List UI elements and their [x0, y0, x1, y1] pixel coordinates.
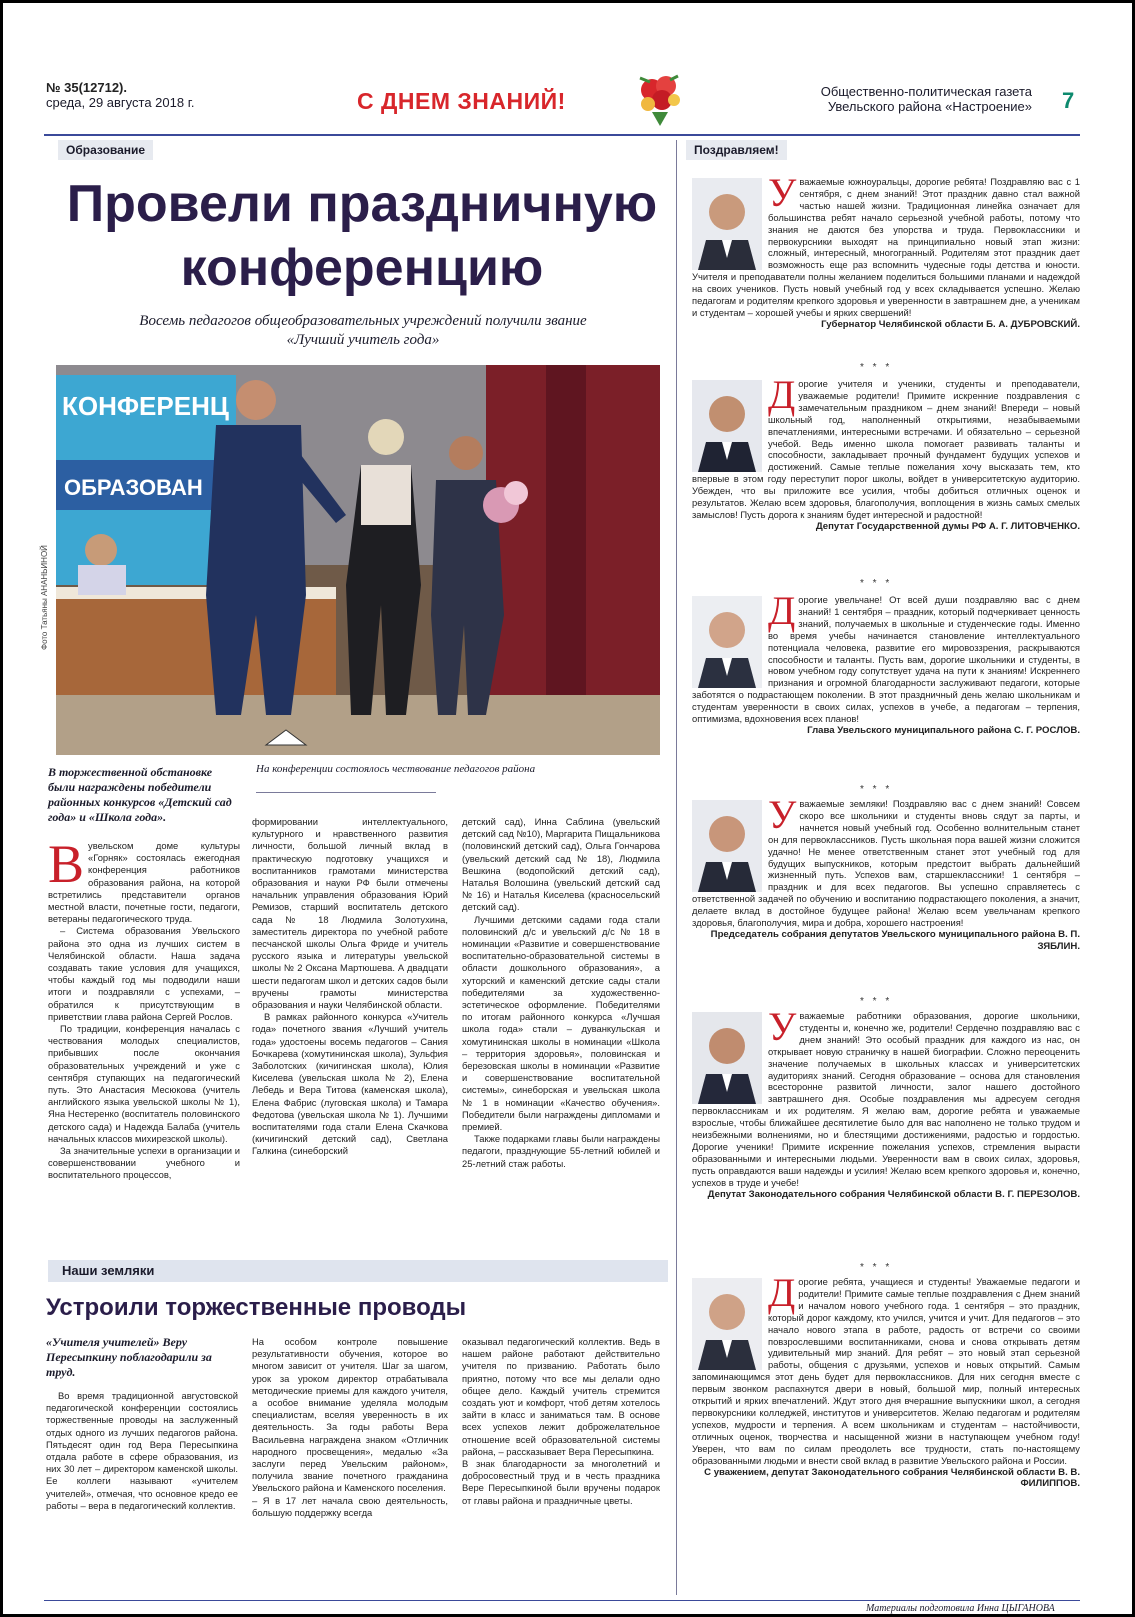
header-rule: [44, 134, 1080, 136]
greeting-6: [692, 1270, 1080, 1594]
photo-credit: Фото Татьяны АНАНЬИНОЙ: [40, 545, 49, 650]
greeting-text: важаемые земляки! Поздравляю вас с днем знаний! Совсем скоро все школьники и студенты вновь сядут за парты, и начнется новый учебный год. Особенно волнительным станет он для первоклассников. Пусть школьная пора вашей жизни сложится удачно! Не менее ответственным станет этот учебный год для будущих выпускников, которым предстоит выбрать дальнейший жизненный путь. Успехов вам, старшеклассники! 1 сентября – праздник и для всех педагогов. Вы успешно справляетесь с ответственной задачей по обучению и воспитанию подрастающего поколения, а значит, делаете вклад в достойное будущее района! Желаю всем увельчанам крепкого здоровья, благополучия, мира и добра, хорошего настроения!: [692, 798, 1080, 929]
greeting-4: [692, 792, 1080, 994]
article-column-3: [462, 816, 660, 1238]
page-number: 7: [1062, 88, 1075, 113]
separator-stars: * * *: [860, 362, 893, 373]
subhead-line-2: «Лучший учитель года»: [286, 332, 440, 348]
holiday-banner: С ДНЕМ ЗНАНИЙ!: [357, 88, 566, 114]
greeting-dropcap: Д: [768, 1270, 796, 1315]
issue-date: среда, 29 августа 2018 г.: [46, 95, 195, 110]
photo-banner-text-1: КОНФЕРЕНЦ: [62, 391, 229, 421]
article2-column-1: [46, 1390, 238, 1595]
greeting-signature: Депутат Законодательного собрания Челябинской области В. Г. ПЕРЕЗОЛОВ.: [707, 1188, 1080, 1200]
article2-headline: Устроили торжественные проводы: [46, 1294, 467, 1321]
paragraph: По традиции, конференция началась с чествования молодых специалистов, прибывших после окончания образовательных учреждений и уже с сентября ступающих на педагогический путь. Это Анастасия Месюкова (учитель английского языка увельской школы № 1), Яна Нестеренко (воспитатель половинского детского сада) и Надежда Балаба (учитель начальных классов михирезской школы).: [48, 1023, 240, 1144]
greeting-3: [692, 588, 1080, 784]
photo-banner-text-2: ОБРАЗОВАН: [64, 475, 203, 500]
greeting-dropcap: У: [768, 1004, 797, 1049]
newspaper-name: [792, 84, 1032, 114]
greeting-signature: С уважением, депутат Законодательного собрания Челябинской области В. В. ФИЛИППОВ.: [704, 1466, 1080, 1490]
conference-photo: [56, 365, 660, 755]
flower-bouquet-icon: [632, 68, 688, 128]
headline-line-1: Провели праздничную: [66, 175, 658, 233]
greeting-text: важаемые южноуральцы, дорогие ребята! Поздравляю вас с 1 сентября, с днем знаний! Этот праздник давно стал важной частью нашей жизни. Традиционная линейка означает для большинства ребят начало серьезной учебной работы, потому что знания не даются без упорства и труда. Первоклассники и первокурсники выходят на принципиально новый этап жизни: сложный, интересный, многогранный. Родителям этот праздник дает возможность еще раз вспомнить чудесные годы детства и юности. Учителя и преподаватели полны желанием поделиться большими планами и надеждой на своих учеников. Пусть новый учебный год у всех складывается успешно. Желаю педагогам и родителям крепкого здоровья и уверенности в завтрашнем дне, а ученикам и студентам – хорошей учебы и ярких свершений!: [692, 176, 1080, 318]
separator-stars: * * *: [860, 578, 893, 589]
issue-number: № 35(12712).: [46, 80, 127, 95]
greeting-signature: Губернатор Челябинской области Б. А. ДУБРОВСКИЙ.: [821, 318, 1080, 330]
newspaper-line-1: Общественно-политическая газета: [820, 84, 1032, 99]
subhead-line-1: Восемь педагогов общеобразовательных учреждений получили звание: [139, 313, 587, 329]
footer-credit: Материалы подготовила Инна ЦЫГАНОВА: [866, 1603, 1055, 1614]
greeting-dropcap: Д: [768, 372, 796, 417]
separator-stars: * * *: [860, 784, 893, 795]
paragraph: формировании интеллектуального, культурного и нравственного развития личности, большой личный вклад в практическую подготовку учащихся и воспитанников грамотами министерства образования и науки РФ были отмечены начальник управления образования Юрий Ремизов, старший воспитатель детского сада № 18 Людмила Золотухина, заместитель директора по учебной работе песчанской школы Ольга Фриде и учитель русского языка и литературы увельской школы № 2 Оксана Мартюшева. А двадцати шести педагогам школ и детских садов были вручены грамоты министерства образования и науки Челябинской области.: [252, 816, 448, 1011]
separator-stars: * * *: [860, 996, 893, 1007]
paragraph: увельском доме культуры «Горняк» состоялась ежегодная конференция работников образования района, на которой встретились представители органов местной власти, почетные гости, педагоги, ветераны педагогического труда.: [48, 840, 240, 925]
article2-column-3: [462, 1336, 660, 1595]
issue-info: [46, 80, 194, 110]
paragraph: детский сад), Инна Саблина (увельский детский сад №10), Маргарита Пищальникова (половинский детский сад), Ольга Гончарова (увельский детский сад № 18), Людмила Вешкина (водопойский детский сад), Наталья Волошина (увельский детский сад № 16) и Наталья Киселева (красносельский детский сад).: [462, 816, 660, 913]
paragraph: Во время традиционной августовской педагогической конференции состоялись торжественные проводы на заслуженный отдых одного из лучших педагогов района. Пятьдесят один год Вера Пересыпкина отдала работе в сфере образования, из них 30 лет – директором каменской школы. Ее коллеги называют «учителем учителей», отмечая, что основное кредо ее работы – вера в педагогический коллектив.: [46, 1390, 238, 1511]
article-subhead: [68, 312, 658, 350]
dropcap: В: [48, 840, 85, 894]
caption-underline: [256, 792, 436, 793]
section-tag-congrats: Поздравляем!: [686, 140, 787, 160]
caption-lead: В торжественной обстановке были награждены победители районных конкурсов «Детский сад года» и «Школа года».: [48, 765, 232, 824]
paragraph: На особом контроле повышение результативности обучения, которое во многом зависит от учителя. Шаг за шагом, урок за уроком директор отрабатывала методические приемы для каждого учителя, а особое внимание уделяла молодым специалистам, вселяя уверенность в их деятельность. За годы работы Вера Васильевна награждена знаком «Отличник народного просвещения», медалью «За заслуги перед Увельским районом», получила звание почетного гражданина Увельского района и Каменского поселения. – Я в 17 лет начала свою деятельность, большую поддержку всегда: [252, 1336, 448, 1518]
greeting-dropcap: У: [768, 792, 797, 837]
article-headline: [52, 172, 672, 300]
photo-caption: На конференции состоялось чествование педагогов района: [256, 763, 536, 775]
newspaper-line-2: Увельского района «Настроение»: [827, 99, 1032, 114]
article-column-2: [252, 816, 448, 1238]
greeting-text: орогие ребята, учащиеся и студенты! Уважаемые педагоги и родители! Примите самые теплые поздравления с Днем знаний и началом нового учебного года. 1 сентября – это праздник, который дорог каждому, кто учился, учится и учит. Для педагогов – это начало нового этапа в работе, радость от встречи со своими повзрослевшими воспитанниками, снова и снова открывать детям удивительный мир знаний. Для ребят – это новый этап серьезной работы, общения с друзьями, успехов и новых открытий. Самым запоминающимся этот день будет для первоклассников. Для них сегодня вместе с первым звонком распахнутся двери в новый, большой мир, полный интересных открытий и ярких впечатлений. Ждут этого дня вчерашние выпускники школ, а сегодня первокурсники колледжей, институтов и университетов. Желаю педагогам и родителям успехов, мудрости и терпения. А всем школьникам и студентам – настойчивости, отличных оценок, творчества и насыщенной жизни в наступающем учебном году! Уверен, что вам по силам преодолеть все трудности, стать по-настоящему образованными людьми и внести свой вклад в развитие Увельского района и России.: [692, 1276, 1080, 1466]
greeting-signature: Глава Увельского муниципального района С. Г. РОСЛОВ.: [807, 724, 1080, 736]
article2-lead: «Учителя учителей» Веру Пересыпкину поблагодарили за труд.: [46, 1335, 212, 1379]
greeting-text: орогие учителя и ученики, студенты и преподаватели, уважаемые родители! Примите искренние поздравления с замечательным праздником – днем знаний! Впереди – новый школьный год, наполненный открытиями, незабываемыми впечатлениями, интересными встречами. И обязательно – серьезной учебой. Ведь именно школа помогает развивать таланты и способности, закладывает прочный фундамент будущих успехов и достижений. Самые теплые пожелания хочу высказать тем, кто впервые в этом году переступит порог школы, войдет в университетскую аудиторию. Убежден, что вы приложите все усилия, чтобы добиться отличных оценок и результатов. Желаю всем здоровья, благополучия, воплощения в жизнь самых смелых замыслов! Пусть дорога к знаниям будет интересной и радостной!: [692, 378, 1080, 520]
paragraph: За значительные успехи в организации и совершенствовании учебного и воспитательного процессов,: [48, 1145, 240, 1181]
greeting-signature: Председатель собрания депутатов Увельского муниципального района В. П. ЗЯБЛИН.: [710, 928, 1080, 952]
footer-rule: [44, 1600, 1080, 1601]
greeting-signature: Депутат Государственной думы РФ А. Г. ЛИТОВЧЕНКО.: [815, 520, 1080, 532]
section-tag-education: Образование: [58, 140, 153, 160]
paragraph: В рамках районного конкурса «Учитель года» почетного звания «Лучший учитель года» удостоены восемь педагогов – Сания Бочкарева (хомутининская школа), Зульфия Заболотских (кичигинская школа), Юлия Киселева (увельская школа № 2), Елена Лебедь и Вера Титова (каменская школа), Елена Фабрис (луговская школа) и Тамара Федотова (увельская школа № 1). Лучшими воспитателями года стали Елена Скачкова (кичигинский детский сад), Светлана Галкина (синеборский: [252, 1011, 448, 1157]
greeting-2: [692, 372, 1080, 578]
greeting-dropcap: Д: [768, 588, 796, 633]
greeting-text: важаемые работники образования, дорогие школьники, студенты и, конечно же, родители! Сердечно поздравляю вас с днем знаний! Это особый праздник для каждого из нас, он открывает новую страничку в нашей биографии. Сложно переоценить значение получаемых в школьных классах и университетских аудиториях знаний. Сегодня образование – основа для становления всесторонне развитой личности, залог нашего достойного завтрашнего дня. Особые поздравления мы адресуем сегодня первоклассникам и их родителям. Я желаю вам, дорогие ребята и уважаемые взрослые, чтобы ближайшее десятилетие было для вас наполнено не только трудом и неизбежными волнениями, но и блестящими достижениями, радостью и гордостью. Дорогие ученики! Примите искренние пожелания успехов, стремления вырасти образованными и интересными людьми. Уверенности вам в своих силах, здоровья, пусть оправдаются ваши надежды и усилия! Желаю всем крепкого здоровья и, конечно, успехов в труде и учебе!: [692, 1010, 1080, 1188]
column-divider: [676, 140, 677, 1595]
paragraph: – Система образования Увельского района это одна из лучших систем в Челябинской области. Наша задача создавать такие условия для учащихся, чтобы каждый год мы подводили наши итоги и поздравляли с успехами, – обратился к присутствующим в приветствии глава района Сергей Рослов.: [48, 925, 240, 1022]
article-column-1: [48, 840, 240, 1238]
greeting-dropcap: У: [768, 170, 797, 215]
article2-column-2: [252, 1336, 448, 1595]
greeting-text: орогие увельчане! От всей души поздравляю вас с днем знаний! 1 сентября – праздник, который подчеркивает ценность знаний, получаемых в школьные и студенческие годы. Именно во время учебы начинается становление интеллектуального потенциала человека, развитие его мировоззрения, раскрываются способности и таланты. Пусть вам, дорогие школьники и студенты, в новом учебном году сопутствует удача на пути к знаниям! Искреннего признания и огромной благодарности заслуживают педагоги, которые заботятся о подрастающем поколении. В этот праздничный день желаю школьникам и студентам уверенности в своих силах, успехов в учебе, а педагогам – терпения, оптимизма, вдохновения всех планов!: [692, 594, 1080, 725]
headline-line-2: конференцию: [180, 239, 544, 297]
greeting-5: [692, 1004, 1080, 1258]
section-tag-locals: Наши земляки: [48, 1260, 668, 1282]
paragraph: Также подарками главы были награждены педагоги, празднующие 55-летний юбилей и 25-летний стаж работы.: [462, 1133, 660, 1169]
greeting-1: [692, 170, 1080, 358]
separator-stars: * * *: [860, 1262, 893, 1273]
paragraph: оказывал педагогический коллектив. Ведь в нашем районе работают действительно учителя по призванию. Работать было приятно, потому что все мы делали одно общее дело. Каждый учитель стремится создать уют и комфорт, чтоб детям хотелось зайти в класс и заниматься там. В основе всех успехов лежит доброжелательное отношение всей образовательной системы района, – рассказывает Вера Пересыпкина. В знак благодарности за многолетний и добросовестный труд и в честь праздника Вере Пересыпкиной были вручены подарок от главы района и праздничные цветы.: [462, 1336, 660, 1506]
paragraph: Лучшими детскими садами года стали половинский д/с и увельский д/с № 18 в номинации «Развитие и совершенствование воспитательно-образовательной системы в области дошкольного образования», а хуторский и каменский детские сады стали победителями за художественно-эстетическое оформление. Победителями по итогам районного конкурса «Лучшая школа года» стали – дуванкульская и хомутининская школы в номинации «Школа – территория здоровья», половинская и березовская школы в номинации «Развитие и совершенствование воспитательной системы», синеборская и увельская школа № 1 в номинации «Качество обучения». Победители были награждены дипломами и премией.: [462, 913, 660, 1133]
